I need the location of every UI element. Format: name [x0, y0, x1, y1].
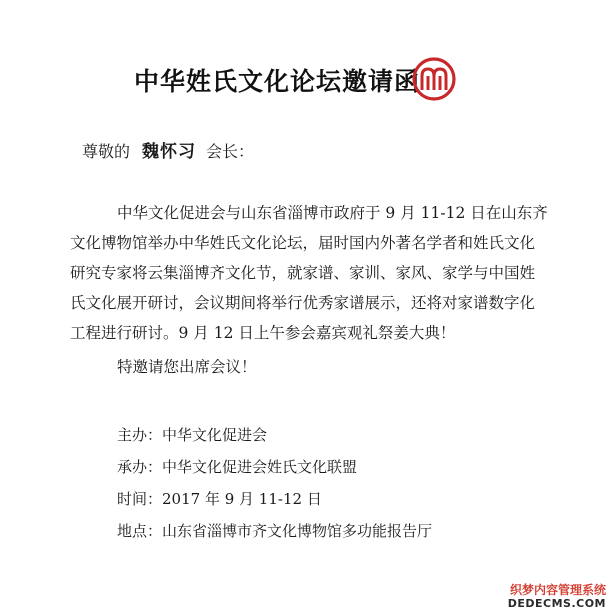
- detail-label: 地点：: [117, 522, 163, 540]
- detail-value: 2017 年 9 月 11-12 日: [162, 490, 322, 508]
- salutation-prefix: 尊敬的: [82, 142, 131, 161]
- body-line: 研究专家将云集淄博齐文化节，就家谱、家训、家风、家学与中国姓: [70, 264, 536, 282]
- detail-value: 中华文化促进会: [162, 426, 268, 444]
- watermark-line-1: 织梦内容管理系统: [509, 583, 606, 597]
- body-line: 氏文化展开研讨，会议期间将举行优秀家谱展示，还将对家谱数字化: [70, 294, 536, 312]
- detail-location: [117, 520, 432, 541]
- detail-label: 时间：: [117, 490, 163, 508]
- detail-time: [117, 488, 322, 509]
- detail-value: 中华文化促进会姓氏文化联盟: [162, 458, 358, 476]
- body-line: 文化博物馆举办中华姓氏文化论坛，届时国内外著名学者和姓氏文化: [70, 234, 536, 252]
- invitation-sentence: 特邀请您出席会议！: [117, 358, 257, 376]
- detail-label: 主办：: [117, 426, 163, 444]
- detail-label: 承办：: [117, 458, 163, 476]
- body-line: 中华文化促进会与山东省淄博市政府于 9 月 11-12 日在山东齐: [117, 204, 548, 222]
- forum-emblem-icon: [411, 56, 457, 102]
- letter-body: [70, 198, 548, 348]
- salutation-suffix: 会长：: [206, 142, 255, 161]
- detail-value: 山东省淄博市齐文化博物馆多功能报告厅: [162, 522, 433, 540]
- salutation: [82, 137, 254, 162]
- detail-organizer: [117, 424, 267, 445]
- detail-co-organizer: [117, 456, 357, 477]
- site-watermark: [488, 581, 606, 611]
- body-line: 工程进行研讨。9 月 12 日上午参会嘉宾观礼祭姜大典！: [70, 324, 456, 342]
- letter-title: 中华姓氏文化论坛邀请函: [134, 67, 421, 96]
- recipient-name: 魏怀习: [142, 142, 197, 162]
- watermark-line-2: DEDECMS.COM: [507, 597, 606, 610]
